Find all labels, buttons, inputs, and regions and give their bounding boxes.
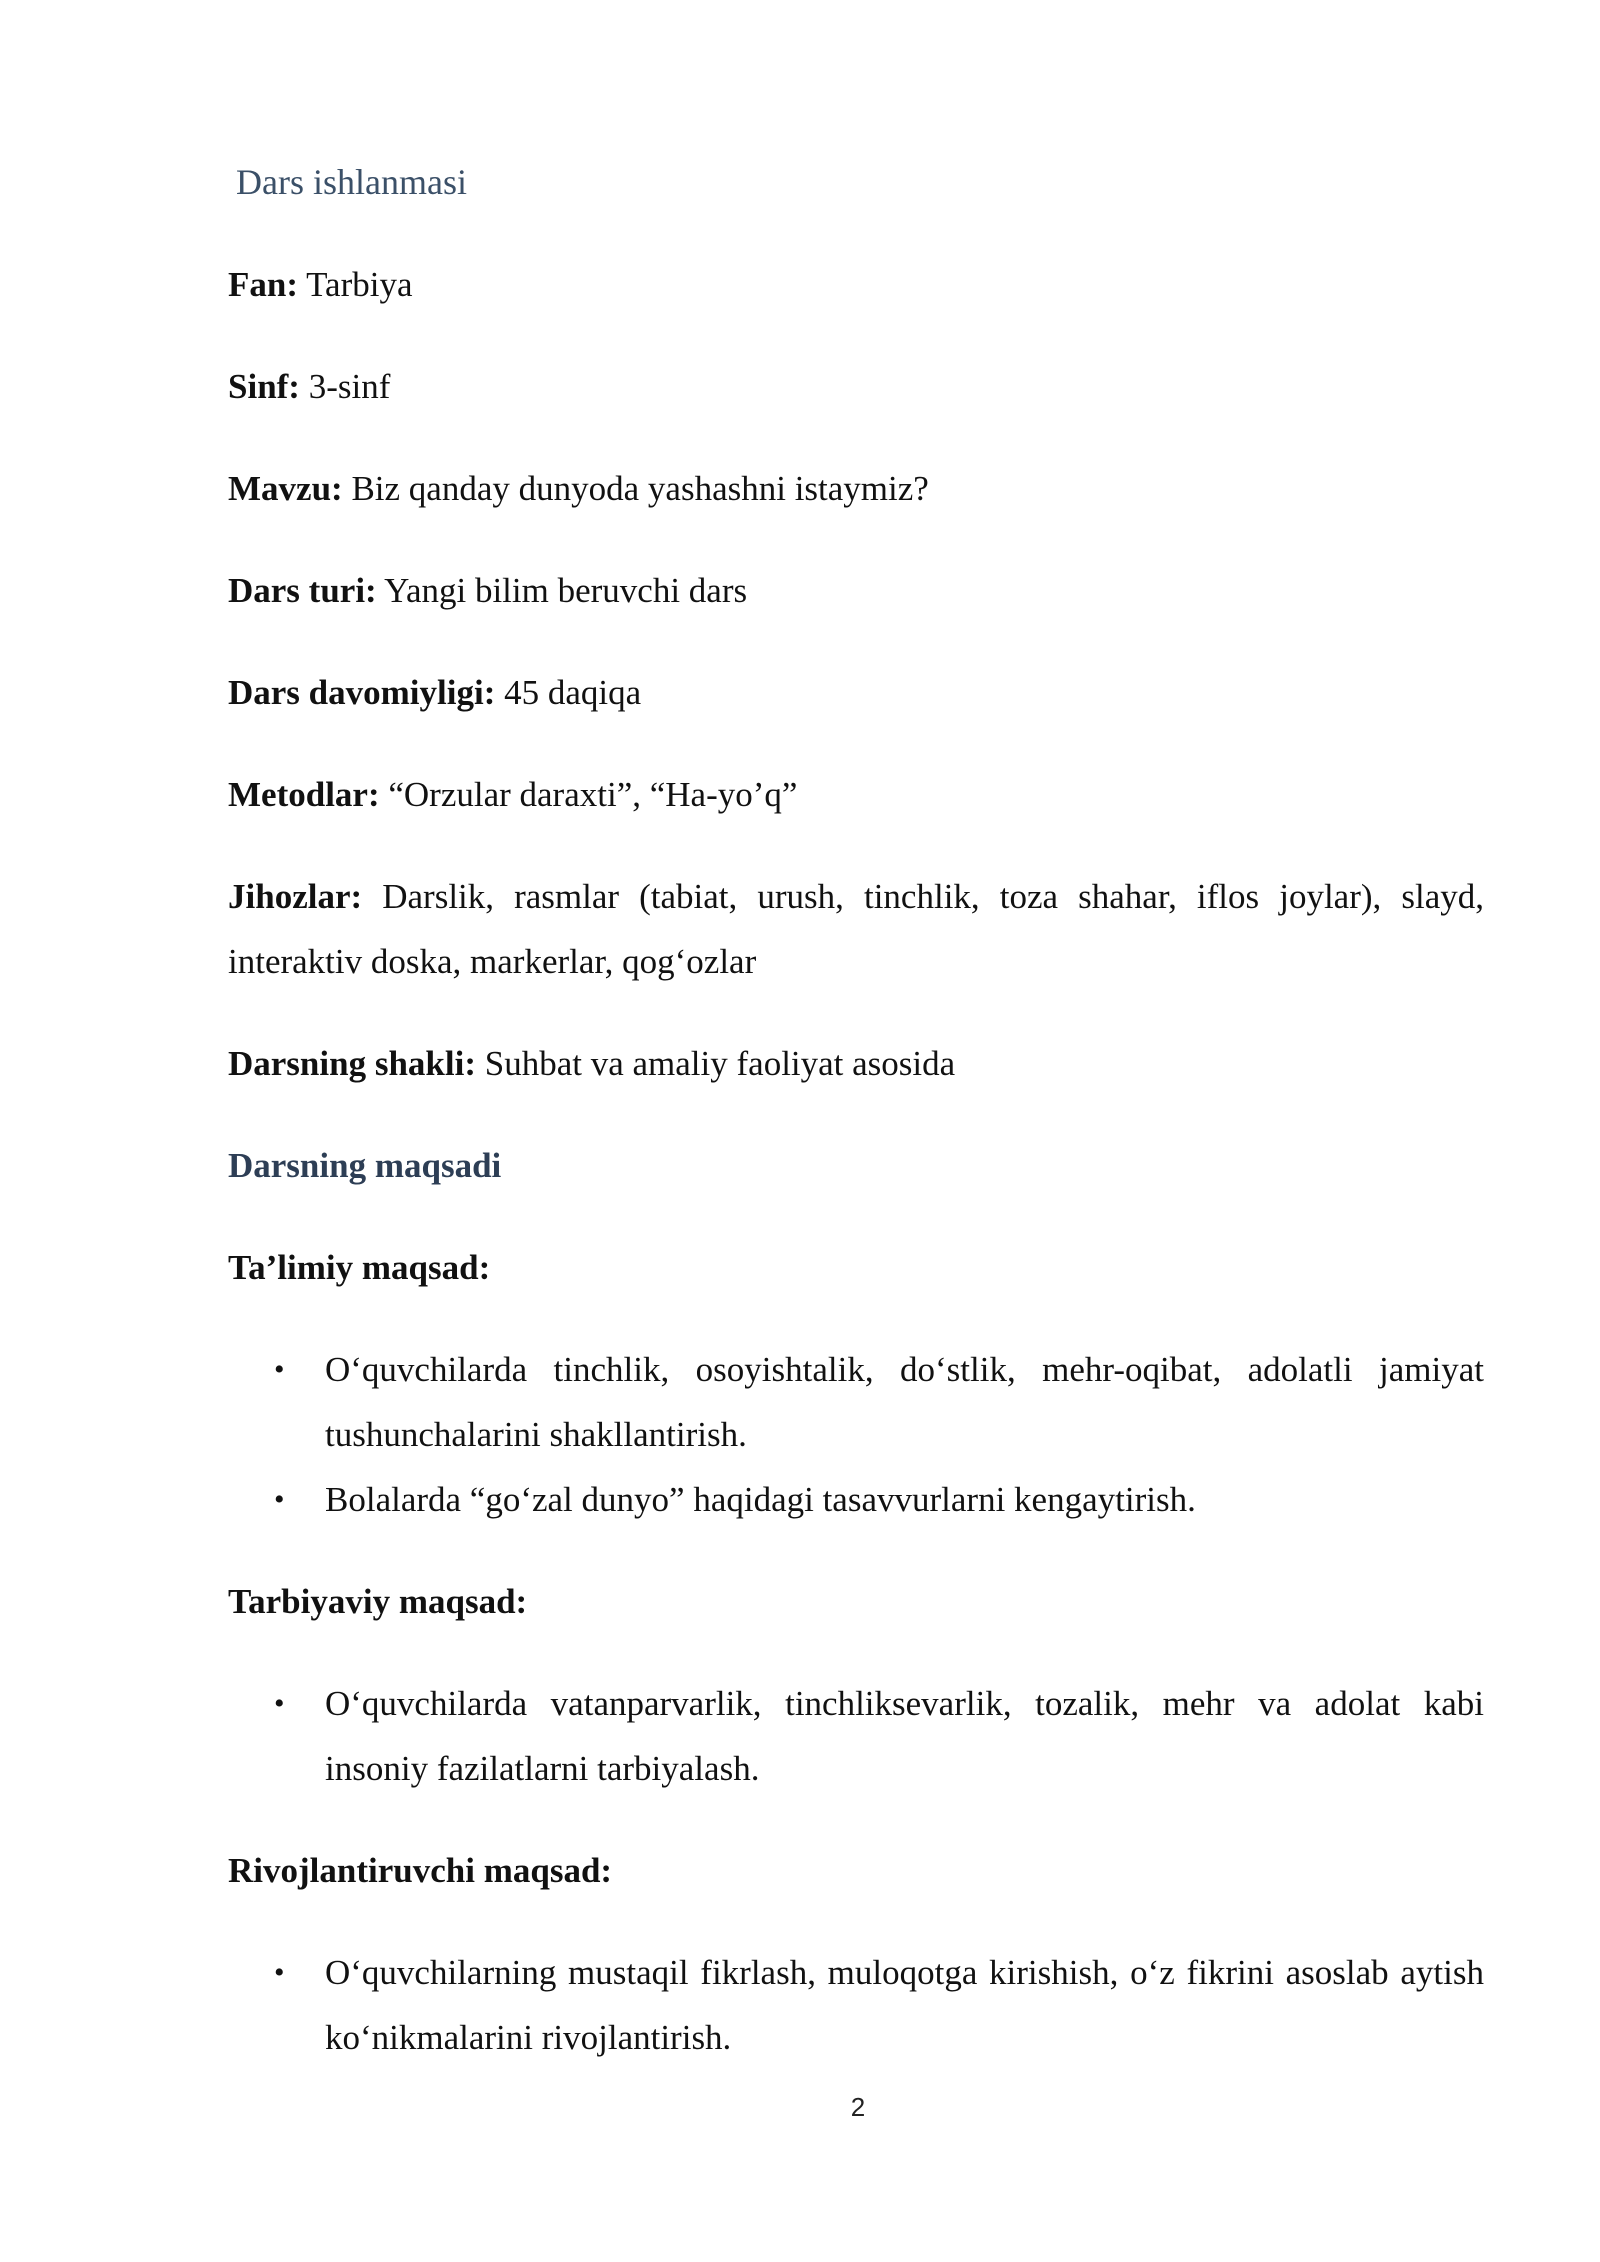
list-item — [228, 1467, 1484, 1532]
field-grade — [228, 354, 1484, 419]
field-subject — [228, 252, 1484, 317]
field-label: Fan: — [228, 265, 298, 304]
field-label: Metodlar: — [228, 775, 380, 814]
field-label: Darsning shakli: — [228, 1044, 476, 1083]
field-lesson-type — [228, 558, 1484, 623]
field-label: Mavzu: — [228, 469, 343, 508]
field-duration — [228, 660, 1484, 725]
field-value: Tarbiya — [298, 265, 413, 304]
field-lesson-form — [228, 1031, 1484, 1096]
field-value: Darslik, rasmlar (tabiat, urush, tinchlik, toza shahar, iflos joylar), slayd, interaktiv doska, markerlar, qog‘ozlar — [228, 877, 1484, 981]
field-value: 45 daqiqa — [495, 673, 642, 712]
field-label: Dars turi: — [228, 571, 377, 610]
bullet-icon: • — [274, 1956, 285, 1989]
field-value: Biz qanday dunyoda yashashni istaymiz? — [342, 469, 929, 508]
field-label: Jihozlar: — [228, 877, 363, 916]
document-title: Dars ishlanmasi — [236, 162, 467, 202]
field-value: 3-sinf — [299, 367, 391, 406]
field-label: Sinf: — [228, 367, 300, 406]
bullet-icon: • — [274, 1353, 285, 1386]
developmental-goal-list — [228, 1940, 1484, 2070]
field-label: Dars davomiyligi: — [228, 673, 496, 712]
upbringing-goal-heading: Tarbiyaviy maqsad: — [228, 1582, 528, 1621]
list-item — [228, 1337, 1484, 1467]
list-item-text: O‘quvchilarda tinchlik, osoyishtalik, do‘stlik, mehr-oqibat, adolatli jamiyat tushunchalarini shakllantirish. — [325, 1350, 1484, 1454]
field-methods — [228, 762, 1484, 827]
list-item-text: O‘quvchilarda vatanparvarlik, tinchliksevarlik, tozalik, mehr va adolat kabi insoniy fazilatlarni tarbiyalash. — [325, 1684, 1484, 1788]
field-value: Yangi bilim beruvchi dars — [376, 571, 748, 610]
field-value: “Orzular daraxti”, “Ha-yo’q” — [379, 775, 798, 814]
list-item-text: O‘quvchilarning mustaqil fikrlash, muloqotga kirishish, o‘z fikrini asoslab aytish ko‘nikmalarini rivojlantirish. — [325, 1953, 1484, 2057]
educational-goal-heading: Ta’limiy maqsad: — [228, 1248, 491, 1287]
list-item-text: Bolalarda “go‘zal dunyo” haqidagi tasavvurlarni kengaytirish. — [325, 1480, 1196, 1519]
upbringing-goal-list — [228, 1671, 1484, 1801]
page-number: 2 — [850, 2092, 866, 2122]
list-item — [228, 1940, 1484, 2070]
bullet-icon: • — [274, 1483, 285, 1516]
list-item — [228, 1671, 1484, 1801]
educational-goal-list — [228, 1337, 1484, 1532]
developmental-goal-heading: Rivojlantiruvchi maqsad: — [228, 1851, 613, 1890]
document-body — [228, 150, 1484, 2107]
field-topic — [228, 456, 1484, 521]
field-equipment — [228, 864, 1484, 994]
field-value: Suhbat va amaliy faoliyat asosida — [476, 1044, 956, 1083]
goals-heading: Darsning maqsadi — [228, 1146, 502, 1185]
bullet-icon: • — [274, 1687, 285, 1720]
